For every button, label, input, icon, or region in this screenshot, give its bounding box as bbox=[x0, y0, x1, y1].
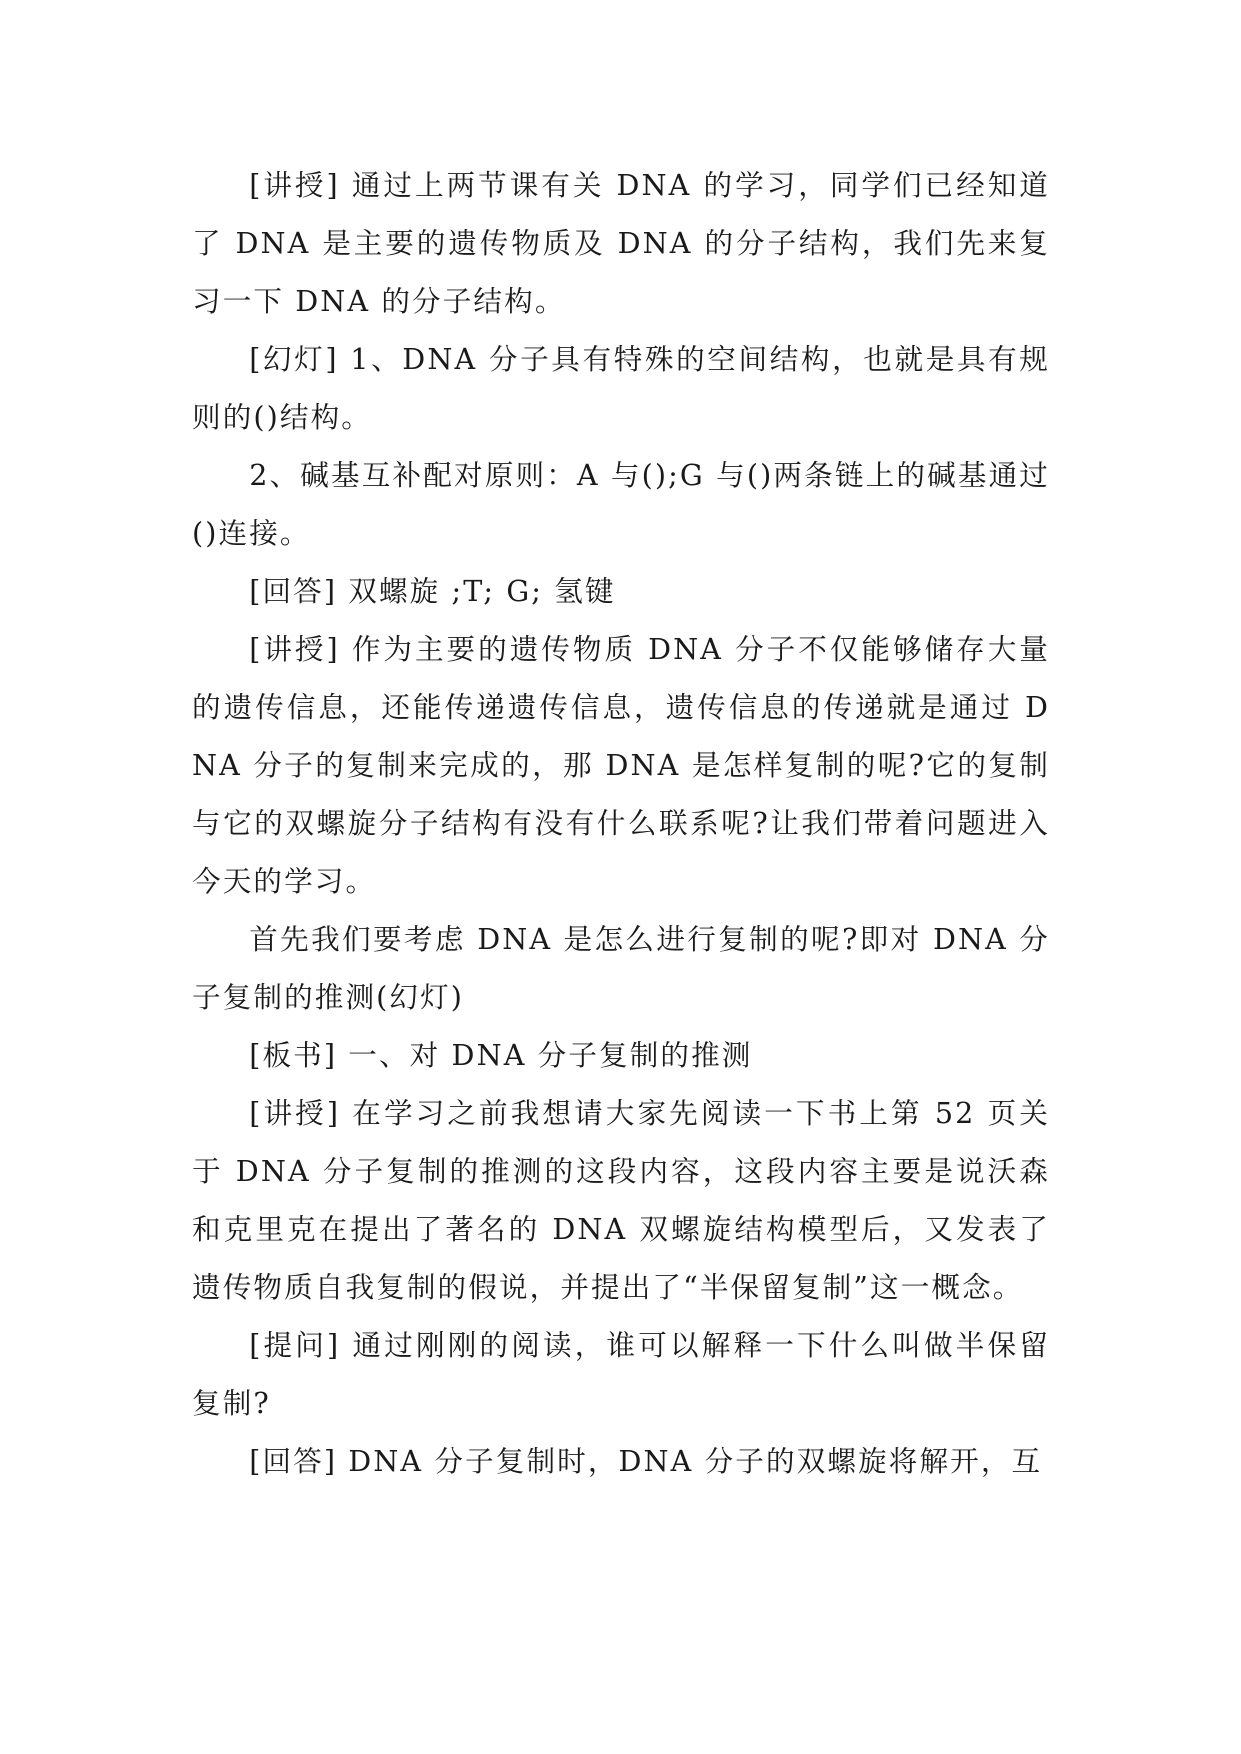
paragraph-replication-question: 首先我们要考虑 DNA 是怎么进行复制的呢?即对 DNA 分子复制的推测(幻灯) bbox=[192, 922, 1050, 1014]
paragraph-answer-2: [回答] DNA 分子复制时，DNA 分子的双螺旋将解开，互 bbox=[249, 1444, 1043, 1478]
paragraph-lecture-review: [讲授] 通过上两节课有关 DNA 的学习，同学们已经知道了 DNA 是主要的遗传物质及 DNA 的分子结构，我们先来复习一下 DNA 的分子结构。 bbox=[192, 168, 1050, 318]
paragraph-lecture-transition: [讲授] 作为主要的遗传物质 DNA 分子不仅能够储存大量的遗传信息，还能传递遗传信息，遗传信息的传递就是通过 DNA 分子的复制来完成的，那 DNA 是怎样复制的呢?它的复制与它的双螺旋分子结构有没有什么联系呢?让我们带着问题进入今天的学习。 bbox=[192, 632, 1050, 898]
paragraph-slide-question-2: 2、碱基互补配对原则：A 与();G 与()两条链上的碱基通过()连接。 bbox=[192, 458, 1050, 550]
paragraph-question-semiconservative: [提问] 通过刚刚的阅读，谁可以解释一下什么叫做半保留复制? bbox=[192, 1328, 1050, 1420]
paragraph-slide-question-1: [幻灯] 1、DNA 分子具有特殊的空间结构，也就是具有规则的()结构。 bbox=[192, 342, 1050, 434]
paragraph-answer-1: [回答] 双螺旋 ;T; G; 氢键 bbox=[249, 574, 616, 608]
document-body bbox=[192, 156, 1050, 1490]
paragraph-blackboard-heading: [板书] 一、对 DNA 分子复制的推测 bbox=[249, 1038, 753, 1072]
paragraph-lecture-reading: [讲授] 在学习之前我想请大家先阅读一下书上第 52 页关于 DNA 分子复制的推测的这段内容，这段内容主要是说沃森和克里克在提出了著名的 DNA 双螺旋结构模型后，又发表了遗传物质自我复制的假说，并提出了“半保留复制”这一概念。 bbox=[192, 1096, 1050, 1304]
